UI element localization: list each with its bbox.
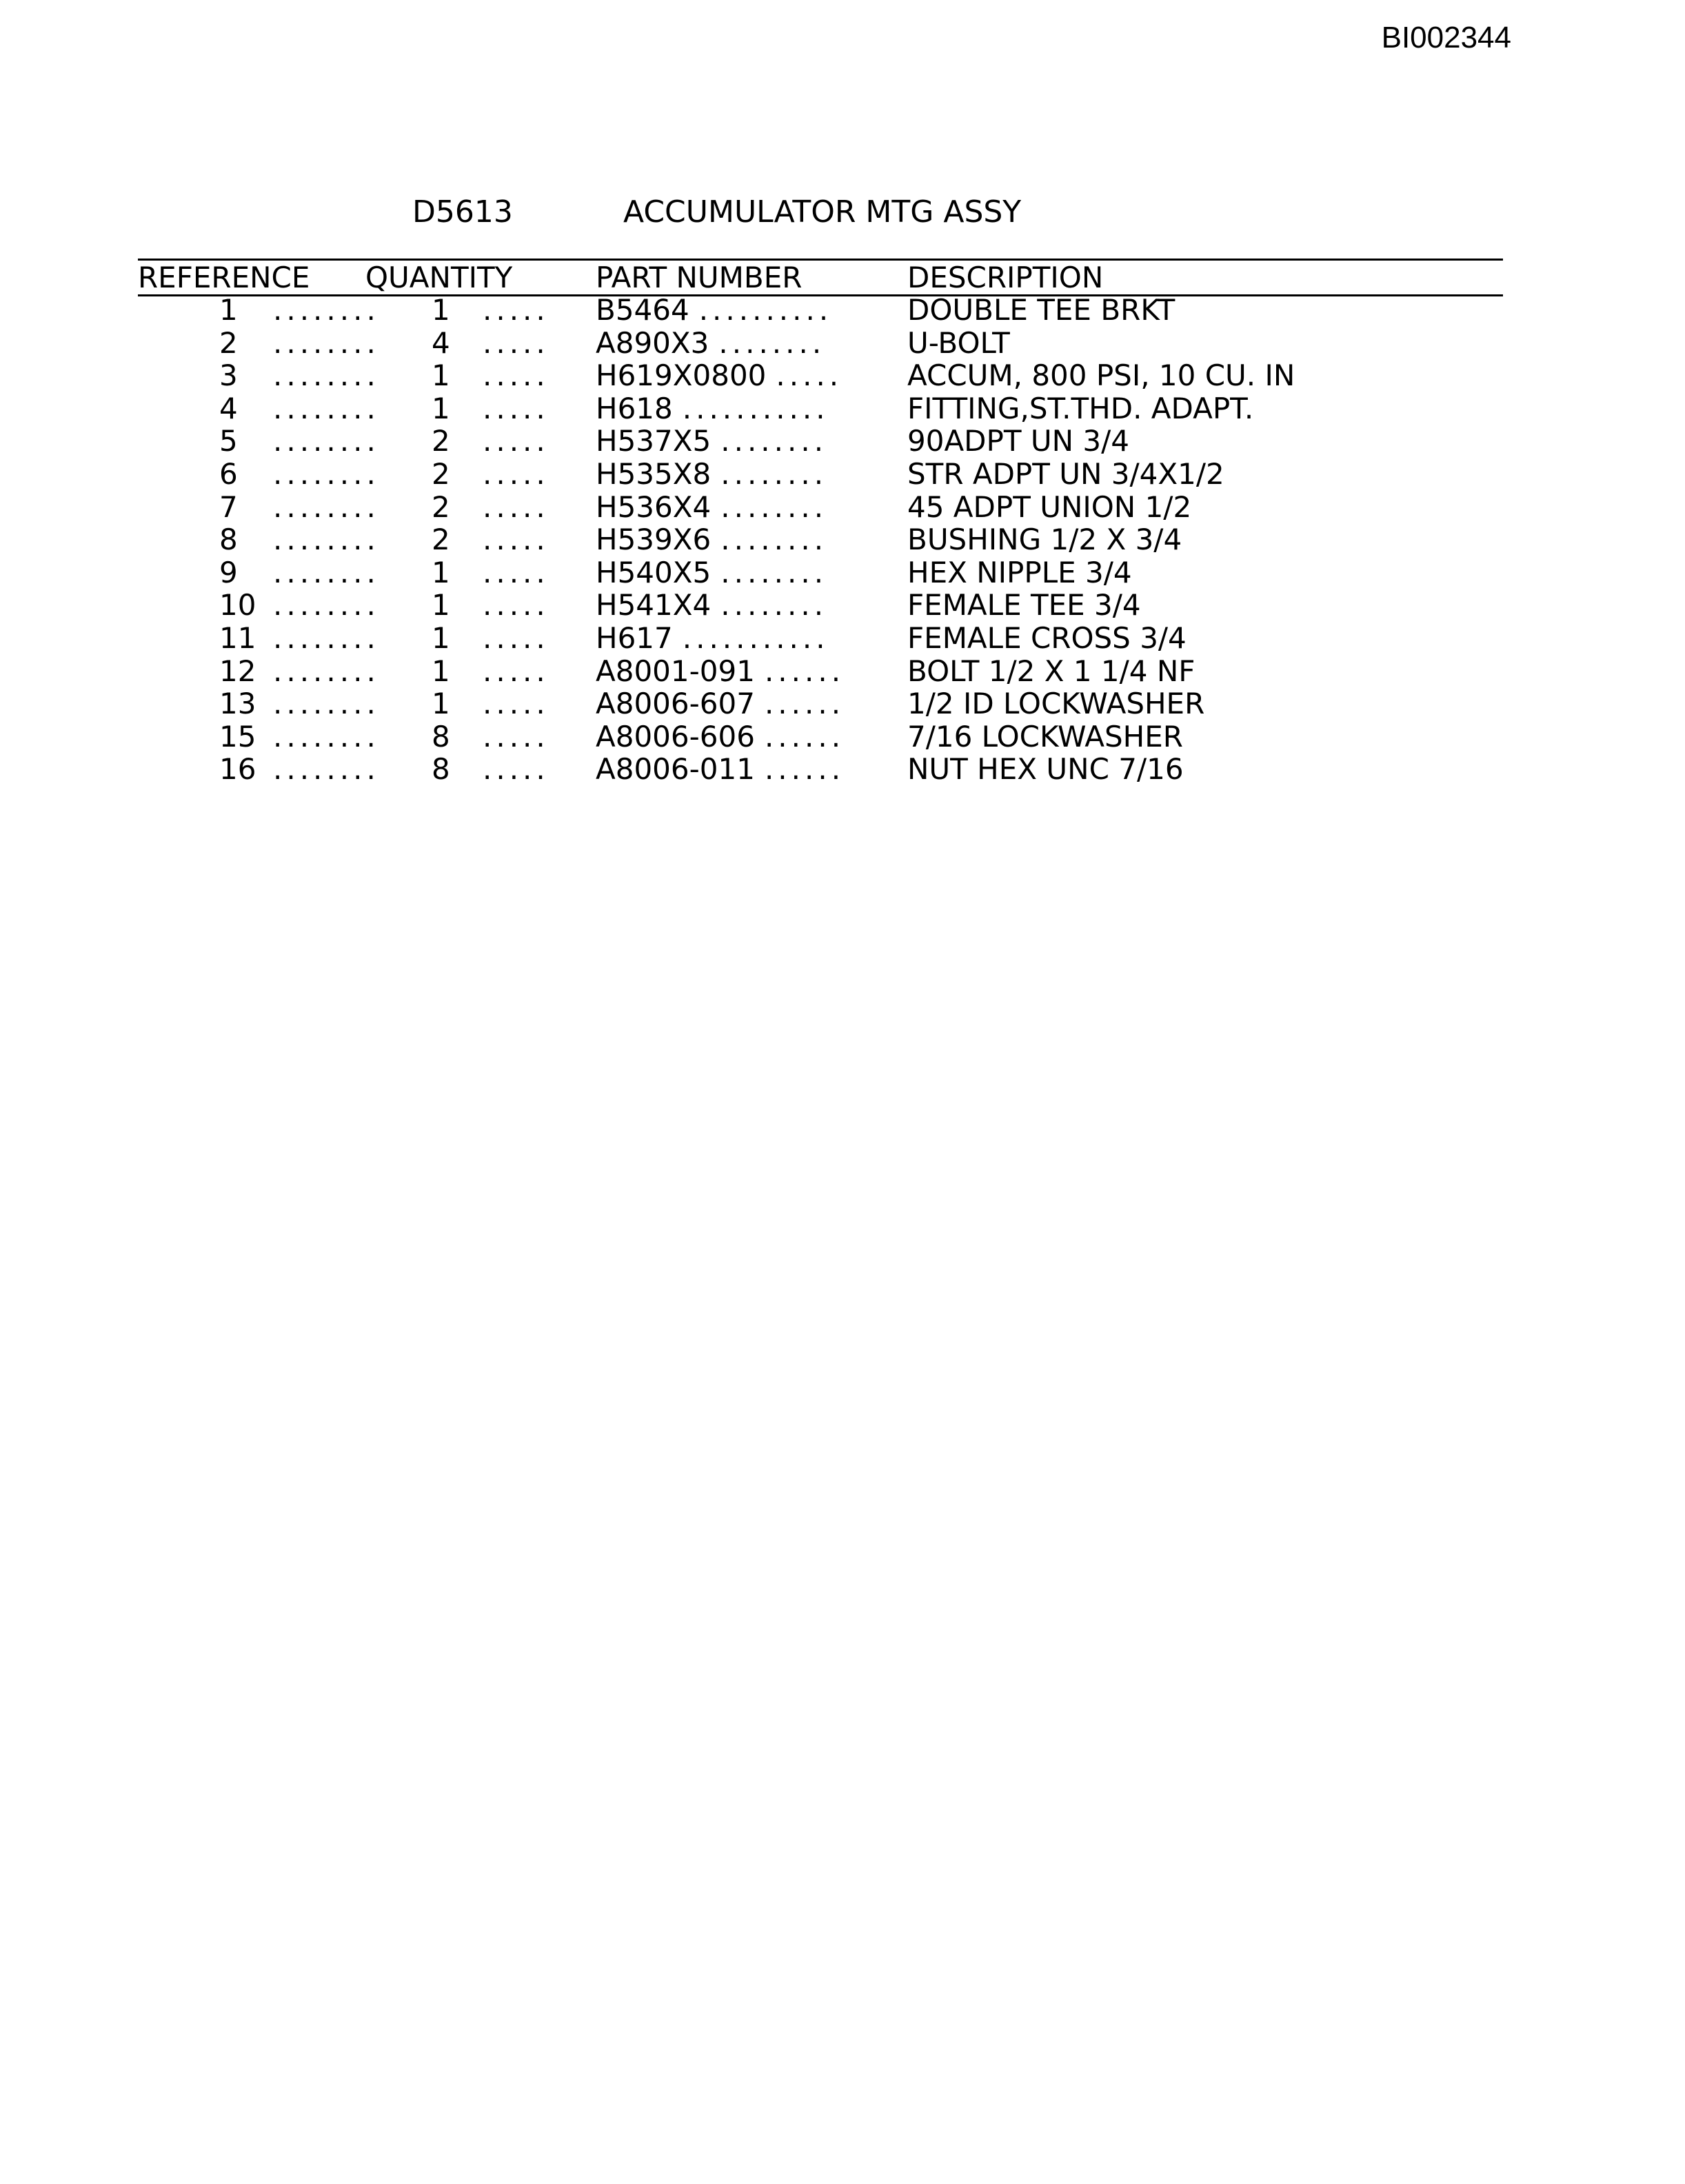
table-row [0,359,1685,392]
part-number: H536X4 [596,489,712,524]
leader-dots: ........ [273,456,380,491]
part-number-cell [596,523,827,556]
leader-dots: ........ [720,424,828,458]
description-cell: DOUBLE TEE BRKT [907,293,1176,327]
table-row [0,589,1685,622]
header-part-number: PART NUMBER [596,261,803,294]
quantity-cell: 2 [432,523,450,557]
leader-dots: ..... [483,752,549,787]
leader-dots: ........ [273,489,380,524]
part-number: A8006-011 [596,752,755,787]
part-number-cell [596,687,845,720]
quantity-cell: 4 [432,325,450,360]
reference-cell: 1 [219,293,238,327]
leader-dots: ........ [273,654,380,688]
header-quantity: QUANTITY [365,261,513,294]
leader-dots: ..... [483,293,549,327]
quantity-cell: 1 [432,620,450,655]
leader-dots: ........ [273,424,380,458]
part-number: H617 [596,620,673,655]
part-number: H535X8 [596,456,712,491]
assembly-name: ACCUMULATOR MTG ASSY [623,194,1022,230]
header-reference: REFERENCE [138,261,310,294]
part-number-cell [596,655,845,688]
leader-dots: ........ [720,588,828,623]
leader-dots: ..... [483,523,549,557]
leader-dots: ........ [273,620,380,655]
leader-dots: ........ [273,555,380,589]
reference-cell: 6 [219,456,238,491]
leader-dots: ..... [483,588,549,623]
table-row [0,622,1685,655]
description-cell: ACCUM, 800 PSI, 10 CU. IN [907,358,1295,393]
table-row [0,753,1685,786]
leader-dots: ..... [483,325,549,360]
description-cell: 1/2 ID LOCKWASHER [907,687,1205,721]
description-cell: STR ADPT UN 3/4X1/2 [907,456,1224,491]
quantity-cell: 1 [432,358,450,393]
reference-cell: 5 [219,424,238,458]
part-number-cell [596,327,825,360]
leader-dots: ..... [483,391,549,425]
quantity-cell: 1 [432,687,450,721]
reference-cell: 10 [219,588,256,623]
description-cell: BUSHING 1/2 X 3/4 [907,523,1182,557]
leader-dots: .......... [698,293,833,327]
leader-dots: ........ [273,687,380,721]
table-row [0,458,1685,491]
table-row [0,327,1685,360]
quantity-cell: 2 [432,456,450,491]
header-description: DESCRIPTION [907,261,1104,294]
description-cell: 7/16 LOCKWASHER [907,719,1183,754]
quantity-cell: 1 [432,555,450,589]
part-number: A8006-606 [596,719,755,754]
part-number-cell [596,359,842,392]
table-row [0,425,1685,458]
quantity-cell: 1 [432,293,450,327]
reference-cell: 12 [219,654,256,688]
reference-cell: 13 [219,687,256,721]
leader-dots: ........ [273,588,380,623]
part-number: H539X6 [596,523,712,557]
reference-cell: 9 [219,555,238,589]
quantity-cell: 2 [432,489,450,524]
description-cell: BOLT 1/2 X 1 1/4 NF [907,654,1195,688]
reference-cell: 7 [219,489,238,524]
assembly-title [0,194,1685,236]
leader-dots: ........ [718,325,826,360]
leader-dots: ...... [764,654,845,688]
part-number: A8006-607 [596,687,755,721]
table-row [0,392,1685,425]
leader-dots: ...... [764,752,845,787]
leader-dots: ........... [682,391,829,425]
description-cell: FEMALE CROSS 3/4 [907,620,1187,655]
table-row [0,720,1685,754]
leader-dots: ..... [483,654,549,688]
part-number-cell [596,392,829,425]
part-number-cell [596,294,832,327]
quantity-cell: 2 [432,424,450,458]
table-row [0,294,1685,327]
description-cell: FITTING,ST.THD. ADAPT. [907,391,1254,425]
leader-dots: ........... [682,620,829,655]
leader-dots: ..... [483,687,549,721]
leader-dots: ........ [273,325,380,360]
table-row [0,556,1685,589]
part-number-cell [596,753,845,786]
leader-dots: ........ [720,523,828,557]
part-number: H619X0800 [596,358,767,393]
part-number-cell [596,458,827,491]
leader-dots: ........ [273,752,380,787]
quantity-cell: 1 [432,391,450,425]
description-cell: NUT HEX UNC 7/16 [907,752,1184,787]
leader-dots: ........ [720,489,828,524]
part-number: A890X3 [596,325,709,360]
reference-cell: 3 [219,358,238,393]
document-id: BI002344 [1381,21,1511,54]
part-number-cell [596,589,827,622]
part-number: H618 [596,391,673,425]
reference-cell: 16 [219,752,256,787]
leader-dots: ........ [273,719,380,754]
leader-dots: ........ [273,523,380,557]
leader-dots: ........ [273,391,380,425]
reference-cell: 2 [219,325,238,360]
table-row [0,491,1685,524]
quantity-cell: 8 [432,752,450,787]
reference-cell: 4 [219,391,238,425]
leader-dots: ..... [483,456,549,491]
assembly-code: D5613 [412,194,513,230]
description-cell: HEX NIPPLE 3/4 [907,555,1132,589]
part-number: H537X5 [596,424,712,458]
description-cell: U-BOLT [907,325,1010,360]
leader-dots: ..... [483,489,549,524]
reference-cell: 11 [219,620,256,655]
part-number: B5464 [596,293,689,327]
part-number-cell [596,425,827,458]
part-number-cell [596,556,827,589]
quantity-cell: 1 [432,588,450,623]
part-number: H541X4 [596,588,712,623]
parts-table [0,259,1685,786]
table-row [0,655,1685,688]
table-row [0,687,1685,720]
leader-dots: ..... [483,719,549,754]
table-body [0,294,1685,786]
table-row [0,523,1685,556]
description-cell: 45 ADPT UNION 1/2 [907,489,1192,524]
description-cell: 90ADPT UN 3/4 [907,424,1129,458]
part-number-cell [596,491,827,524]
quantity-cell: 1 [432,654,450,688]
part-number: H540X5 [596,555,712,589]
reference-cell: 8 [219,523,238,557]
leader-dots: ........ [720,456,828,491]
description-cell: FEMALE TEE 3/4 [907,588,1141,623]
part-number-cell [596,720,845,754]
part-number-cell [596,622,829,655]
leader-dots: ..... [483,424,549,458]
leader-dots: ..... [483,358,549,393]
leader-dots: ..... [483,620,549,655]
leader-dots: ..... [776,358,843,393]
leader-dots: ..... [483,555,549,589]
leader-dots: ...... [764,687,845,721]
table-header [0,259,1685,294]
leader-dots: ...... [764,719,845,754]
leader-dots: ........ [273,358,380,393]
reference-cell: 15 [219,719,256,754]
part-number: A8001-091 [596,654,755,688]
leader-dots: ........ [720,555,828,589]
leader-dots: ........ [273,293,380,327]
quantity-cell: 8 [432,719,450,754]
